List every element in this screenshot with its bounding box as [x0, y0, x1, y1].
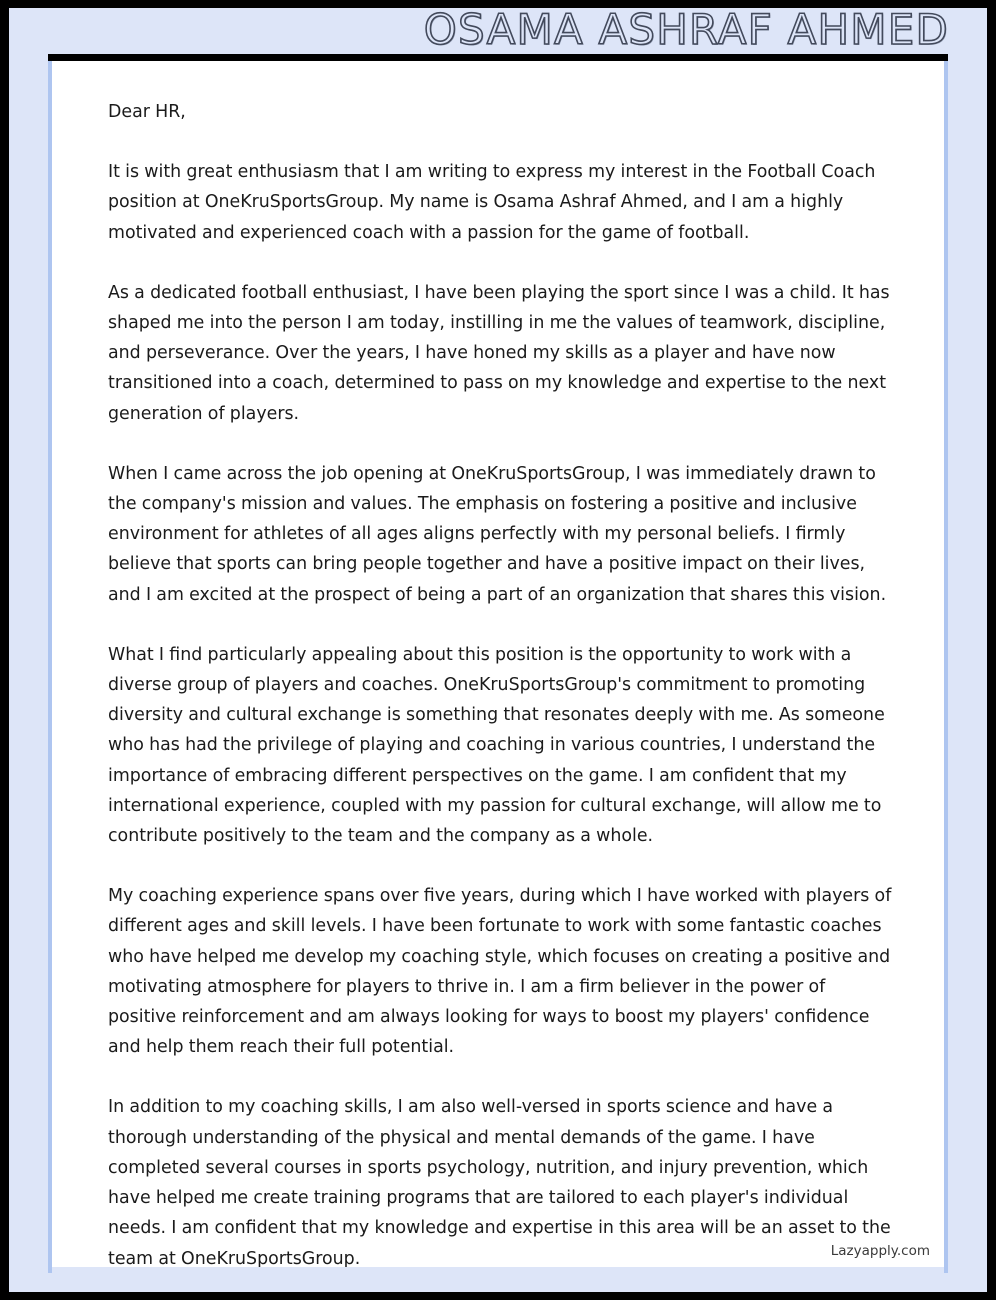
letter-salutation: Dear HR,: [108, 102, 186, 122]
letter-body: [108, 97, 892, 1267]
letter-sheet: [52, 61, 944, 1267]
letter-paragraph-6: In addition to my coaching skills, I am also well-versed in sports science and have a thorough understanding of the physical and mental demands of the game. I have completed several courses in sports psychology, nutrition, and injury prevention, which have helped me create training programs that are tailored to each player's individual needs. I am confident that my knowledge and expertise in this area will be an asset to the team at OneKruSportsGroup.: [108, 1097, 891, 1267]
lazyapply-watermark: Lazyapply.com: [830, 1243, 930, 1259]
letter-paragraph-3: When I came across the job opening at OneKruSportsGroup, I was immediately drawn to the company's mission and values. The emphasis on fostering a positive and inclusive environment for athletes of all ages aligns perfectly with my personal beliefs. I firmly believe that sports can bring people together and have a positive impact on their lives, and I am excited at the prospect of being a part of an organization that shares this vision.: [108, 463, 887, 605]
document-header: [9, 5, 987, 54]
letter-paragraph-5: My coaching experience spans over five years, during which I have worked with players of different ages and skill levels. I have been fortunate to work with some fantastic coaches who have helped me develop my coaching style, which focuses on creating a positive and motivating atmosphere for players to thrive in. I am a firm believer in the power of positive reinforcement and am always looking for ways to boost my players' confidence and help them reach their full potential.: [108, 886, 892, 1058]
letter-paragraph-4: What I find particularly appealing about this position is the opportunity to work with a diverse group of players and coaches. OneKruSportsGroup's commitment to promoting diversity and cultural exchange is something that resonates deeply with me. As someone who has had the privilege of playing and coaching in various countries, I understand the importance of embracing different perspectives on the game. I am confident that my international experience, coupled with my passion for cultural exchange, will allow me to contribute positively to the team and the company as a whole.: [108, 644, 885, 847]
page-title: OSAMA ASHRAF AHMED: [423, 5, 949, 54]
letter-paragraph-1: It is with great enthusiasm that I am writing to express my interest in the Football Coach position at OneKruSportsGroup. My name is Osama Ashraf Ahmed, and I am a highly motivated and experienced coach with a passion for the game of football.: [108, 162, 876, 243]
header-divider-rule: [48, 54, 948, 61]
letter-paragraph-2: As a dedicated football enthusiast, I have been playing the sport since I was a child. It has shaped me into the person I am today, instilling in me the values of teamwork, discipline, and perseverance. Over the years, I have honed my skills as a player and have now transitioned into a coach, determined to pass on my knowledge and expertise to the next generation of players.: [108, 282, 890, 424]
sheet-right-accent-rule: [944, 61, 948, 1273]
